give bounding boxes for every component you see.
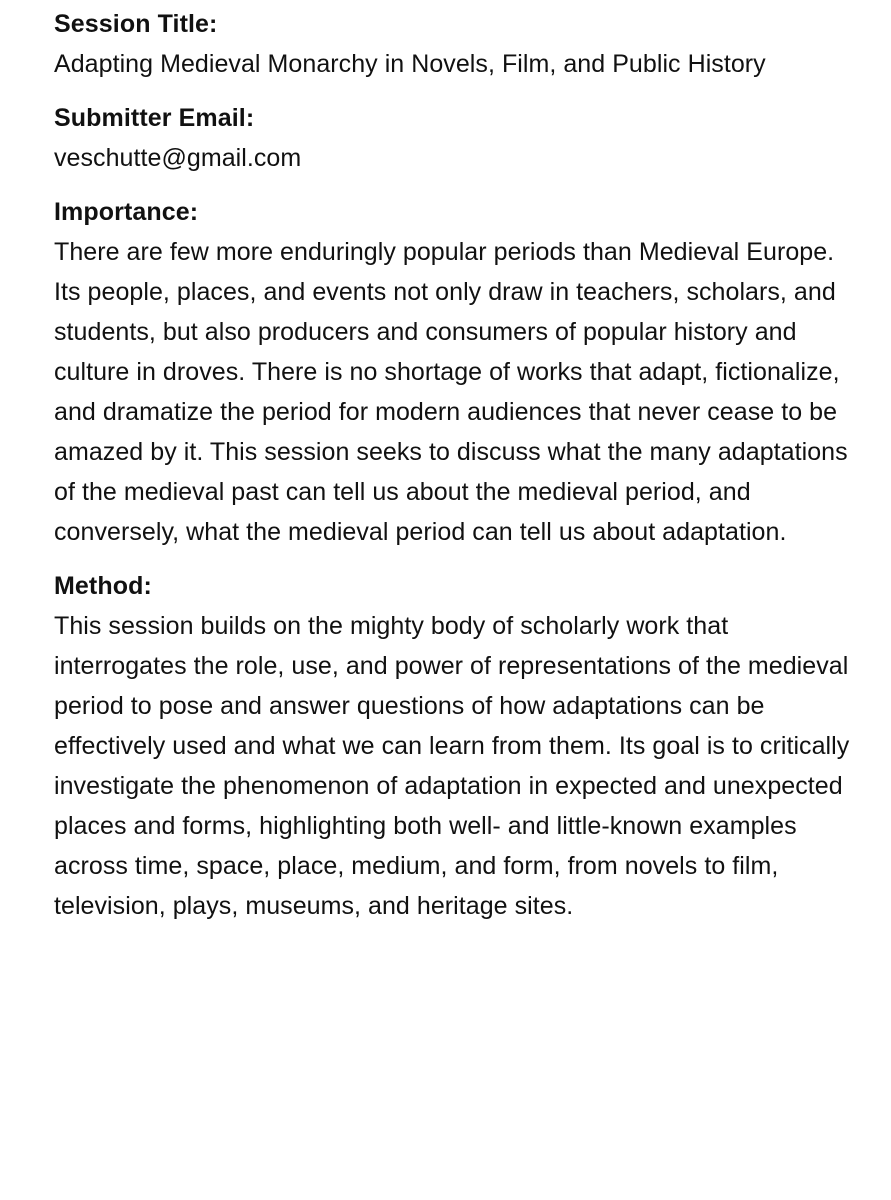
session-title-value: Adapting Medieval Monarchy in Novels, Film, and Public History <box>54 50 766 78</box>
submitter-email-value: veschutte@gmail.com <box>54 144 302 172</box>
session-title-label: Session Title: <box>54 10 218 38</box>
submitter-email-section <box>54 98 861 178</box>
importance-label: Importance: <box>54 198 199 226</box>
method-text: This session builds on the mighty body of scholarly work that interrogates the role, use, and power of representations of the medieval period to pose and answer questions of how adaptations can be effectively used and what we can learn from them. Its goal is to critically investigate the phenomenon of adaptation in expected and unexpected places and forms, highlighting both well- and little-known examples across time, space, place, medium, and form, from novels to film, television, plays, museums, and heritage sites. <box>54 612 850 920</box>
session-title-section <box>54 4 861 84</box>
importance-text: There are few more enduringly popular periods than Medieval Europe. Its people, places, and events not only draw in teachers, scholars, and students, but also producers and consumers of popular history and culture in droves. There is no shortage of works that adapt, fictionalize, and dramatize the period for modern audiences that never cease to be amazed by it. This session seeks to discuss what the many adaptations of the medieval past can tell us about the medieval period, and conversely, what the medieval period can tell us about adaptation. <box>54 238 848 546</box>
importance-section <box>54 192 861 552</box>
method-section <box>54 566 861 926</box>
submitter-email-label: Submitter Email: <box>54 104 255 132</box>
method-label: Method: <box>54 572 152 600</box>
